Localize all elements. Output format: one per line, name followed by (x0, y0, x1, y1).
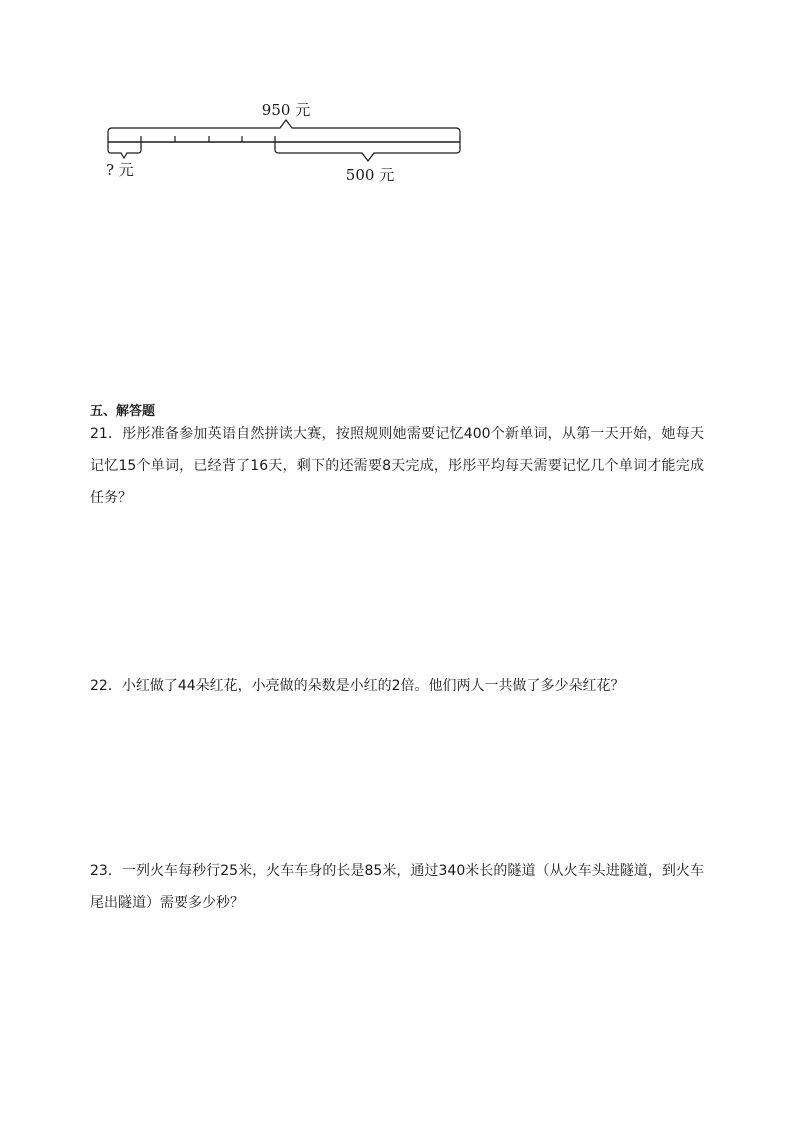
line-segment-diagram-svg (96, 96, 476, 188)
question-22-text: 小红做了44朵红花，小亮做的朵数是小红的2倍。他们两人一共做了多少朵红花？ (121, 678, 625, 694)
total-label: 950 元 (261, 101, 311, 119)
question-21 (90, 418, 704, 514)
question-23-text: 一列火车每秒行25米，火车车身的长是85米，通过340米长的隧道（从火车头进隧道，到火车尾出隧道）需要多少秒？ (90, 863, 704, 911)
question-21-text: 彤彤准备参加英语自然拼读大赛，按照规则她需要记忆400个新单词，从第一天开始，她每天记忆15个单词，已经背了16天，剩下的还需要8天完成，彤彤平均每天需要记忆几个单词才能完成任务？ (90, 426, 704, 506)
question-21-number: 21． (90, 426, 123, 442)
question-22-number: 22． (90, 678, 122, 694)
unknown-brace (108, 146, 141, 158)
question-22 (90, 670, 704, 702)
line-segment-diagram (96, 96, 476, 188)
section-title: 五、解答题 (90, 404, 156, 419)
part-brace (275, 146, 460, 161)
question-23 (90, 855, 704, 919)
part-label: 500 元 (345, 166, 395, 184)
total-brace (108, 120, 460, 140)
unknown-label: ? 元 (106, 161, 134, 179)
question-23-number: 23． (90, 863, 122, 879)
